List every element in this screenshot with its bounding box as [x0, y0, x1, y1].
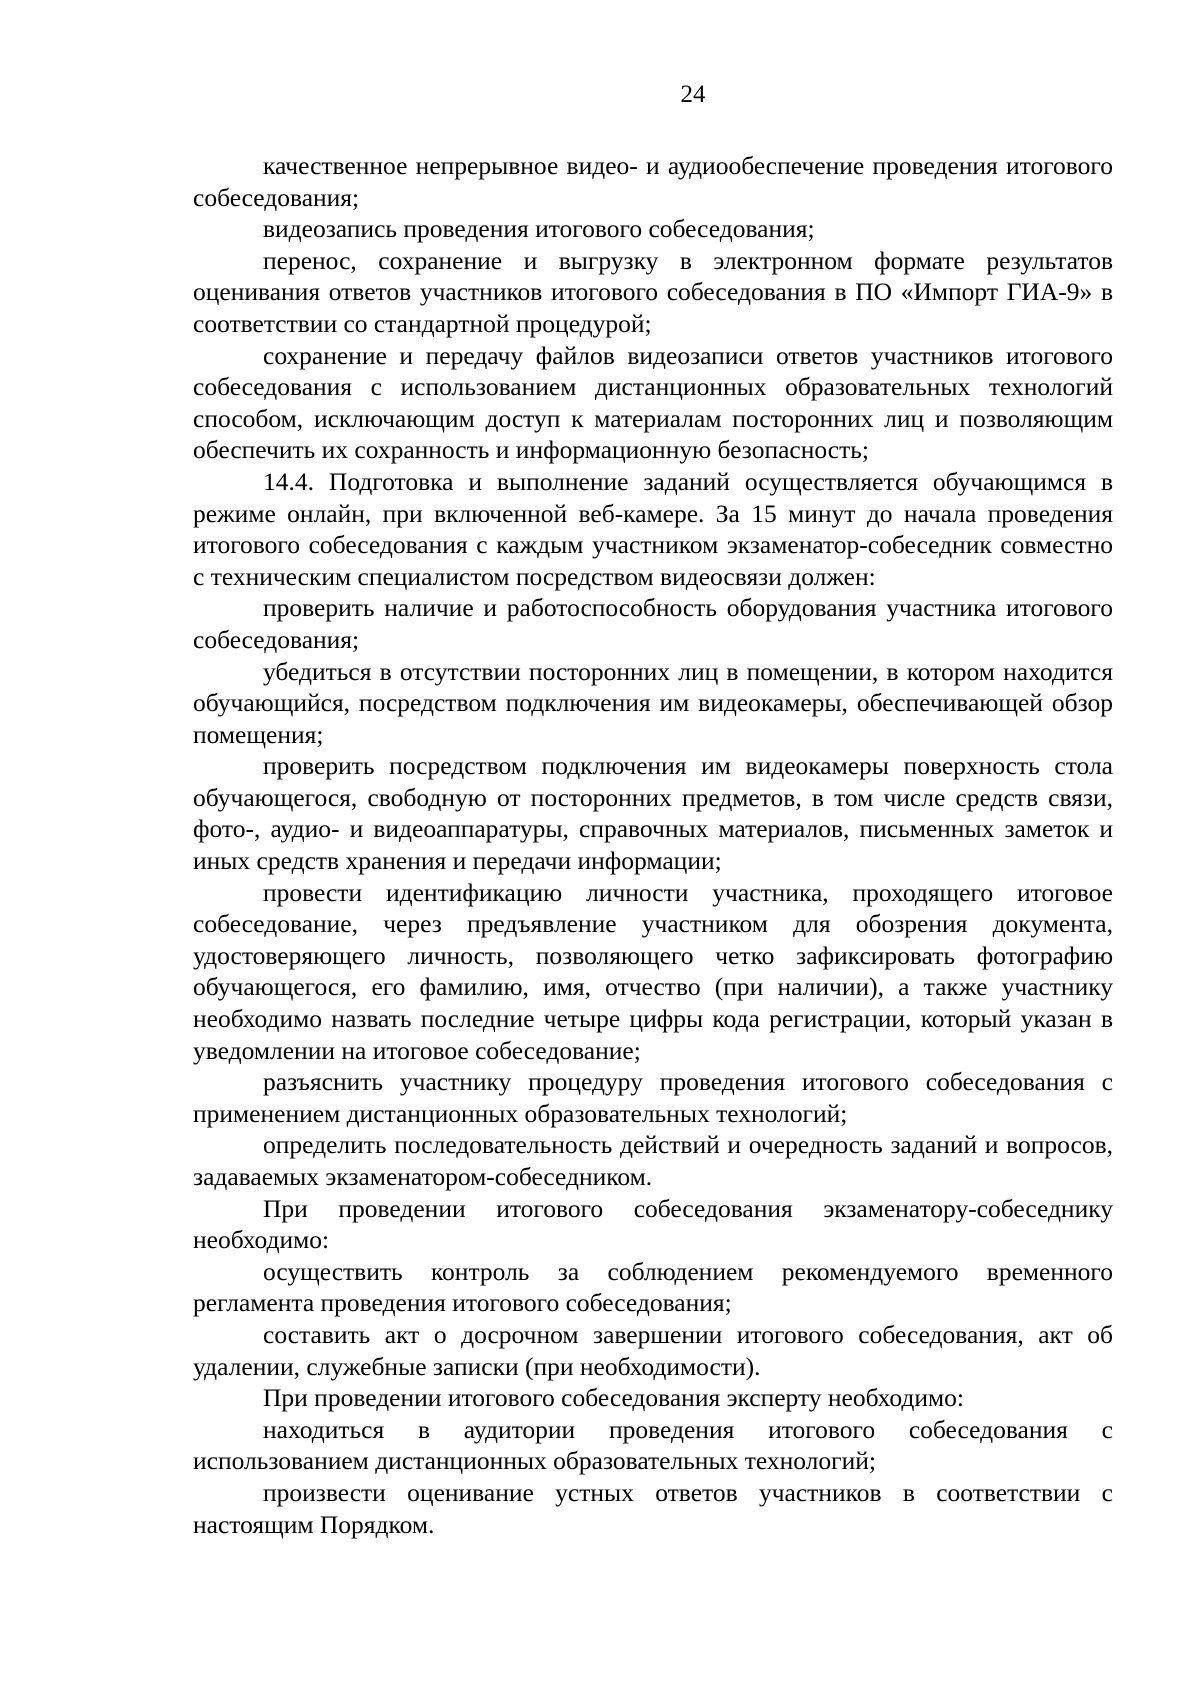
paragraph-section-14-4: 14.4. Подготовка и выполнение заданий осуществляется обучающимся в режиме онлайн, при включенной веб-камере. За 15 минут до начала проведения итогового собеседования с каждым участником экзаменатор-собеседник совместно с техническим специалистом посредством видеосвязи должен:	[193, 466, 1113, 591]
page-number: 24	[680, 81, 706, 108]
paragraph-identification: провести идентификацию личности участника, проходящего итоговое собеседование, через предъявление участником для обозрения документа, удостоверяющего личность, позволяющего четко зафиксировать фотографию обучающегося, его фамилию, имя, отчество (при наличии), а также участнику необходимо назвать последние четыре цифры кода регистрации, который указан в уведомлении на итоговое собеседование;	[193, 877, 1113, 1065]
paragraph-check-desk: проверить посредством подключения им видеокамеры поверхность стола обучающегося, свободную от посторонних предметов, в том числе средств связи, фото-, аудио- и видеоаппаратуры, справочных материалов, письменных заметок и иных средств хранения и передачи информации;	[193, 751, 1113, 876]
paragraph-video-audio-support: качественное непрерывное видео- и аудиообеспечение проведения итогового собеседования;	[193, 151, 1113, 212]
paragraph-be-in-auditorium: находиться в аудитории проведения итогового собеседования с использованием дистанционных образовательных технологий;	[193, 1414, 1113, 1476]
paragraph-define-sequence: определить последовательность действий и очередность заданий и вопросов, задаваемых экзаменатором-собеседником.	[193, 1130, 1113, 1191]
paragraph-check-equipment: проверить наличие и работоспособность оборудования участника итогового собеседования;	[193, 593, 1113, 654]
paragraph-video-recording: видеозапись проведения итогового собеседования;	[263, 214, 815, 244]
paragraph-expert-duties-intro: При проведении итогового собеседования эксперту необходимо:	[263, 1383, 965, 1413]
paragraph-transfer-results: перенос, сохранение и выгрузку в электронном формате результатов оценивания ответов участников итогового собеседования в ПО «Импорт ГИА-9» в соответствии со стандартной процедурой;	[193, 245, 1113, 338]
paragraph-control-schedule: осуществить контроль за соблюдением рекомендуемого временного регламента проведения итогового собеседования;	[193, 1256, 1113, 1318]
paragraph-evaluate-answers: произвести оценивание устных ответов участников в соответствии с настоящим Порядком.	[193, 1477, 1113, 1539]
document-body	[193, 150, 1113, 1540]
paragraph-examiner-duties-intro: При проведении итогового собеседования экзаменатору-собеседнику необходимо:	[193, 1193, 1113, 1255]
paragraph-save-video-files: сохранение и передачу файлов видеозаписи ответов участников итогового собеседования с использованием дистанционных образовательных технологий способом, исключающим доступ к материалам посторонних лиц и позволяющим обеспечить их сохранность и информационную безопасность;	[193, 340, 1113, 465]
paragraph-compose-act: составить акт о досрочном завершении итогового собеседования, акт об удалении, служебные записки (при необходимости).	[193, 1319, 1113, 1381]
paragraph-check-room: убедиться в отсутствии посторонних лиц в помещении, в котором находится обучающийся, посредством подключения им видеокамеры, обеспечивающей обзор помещения;	[193, 656, 1113, 749]
paragraph-explain-procedure: разъяснить участнику процедуру проведения итогового собеседования с применением дистанционных образовательных технологий;	[193, 1067, 1113, 1128]
